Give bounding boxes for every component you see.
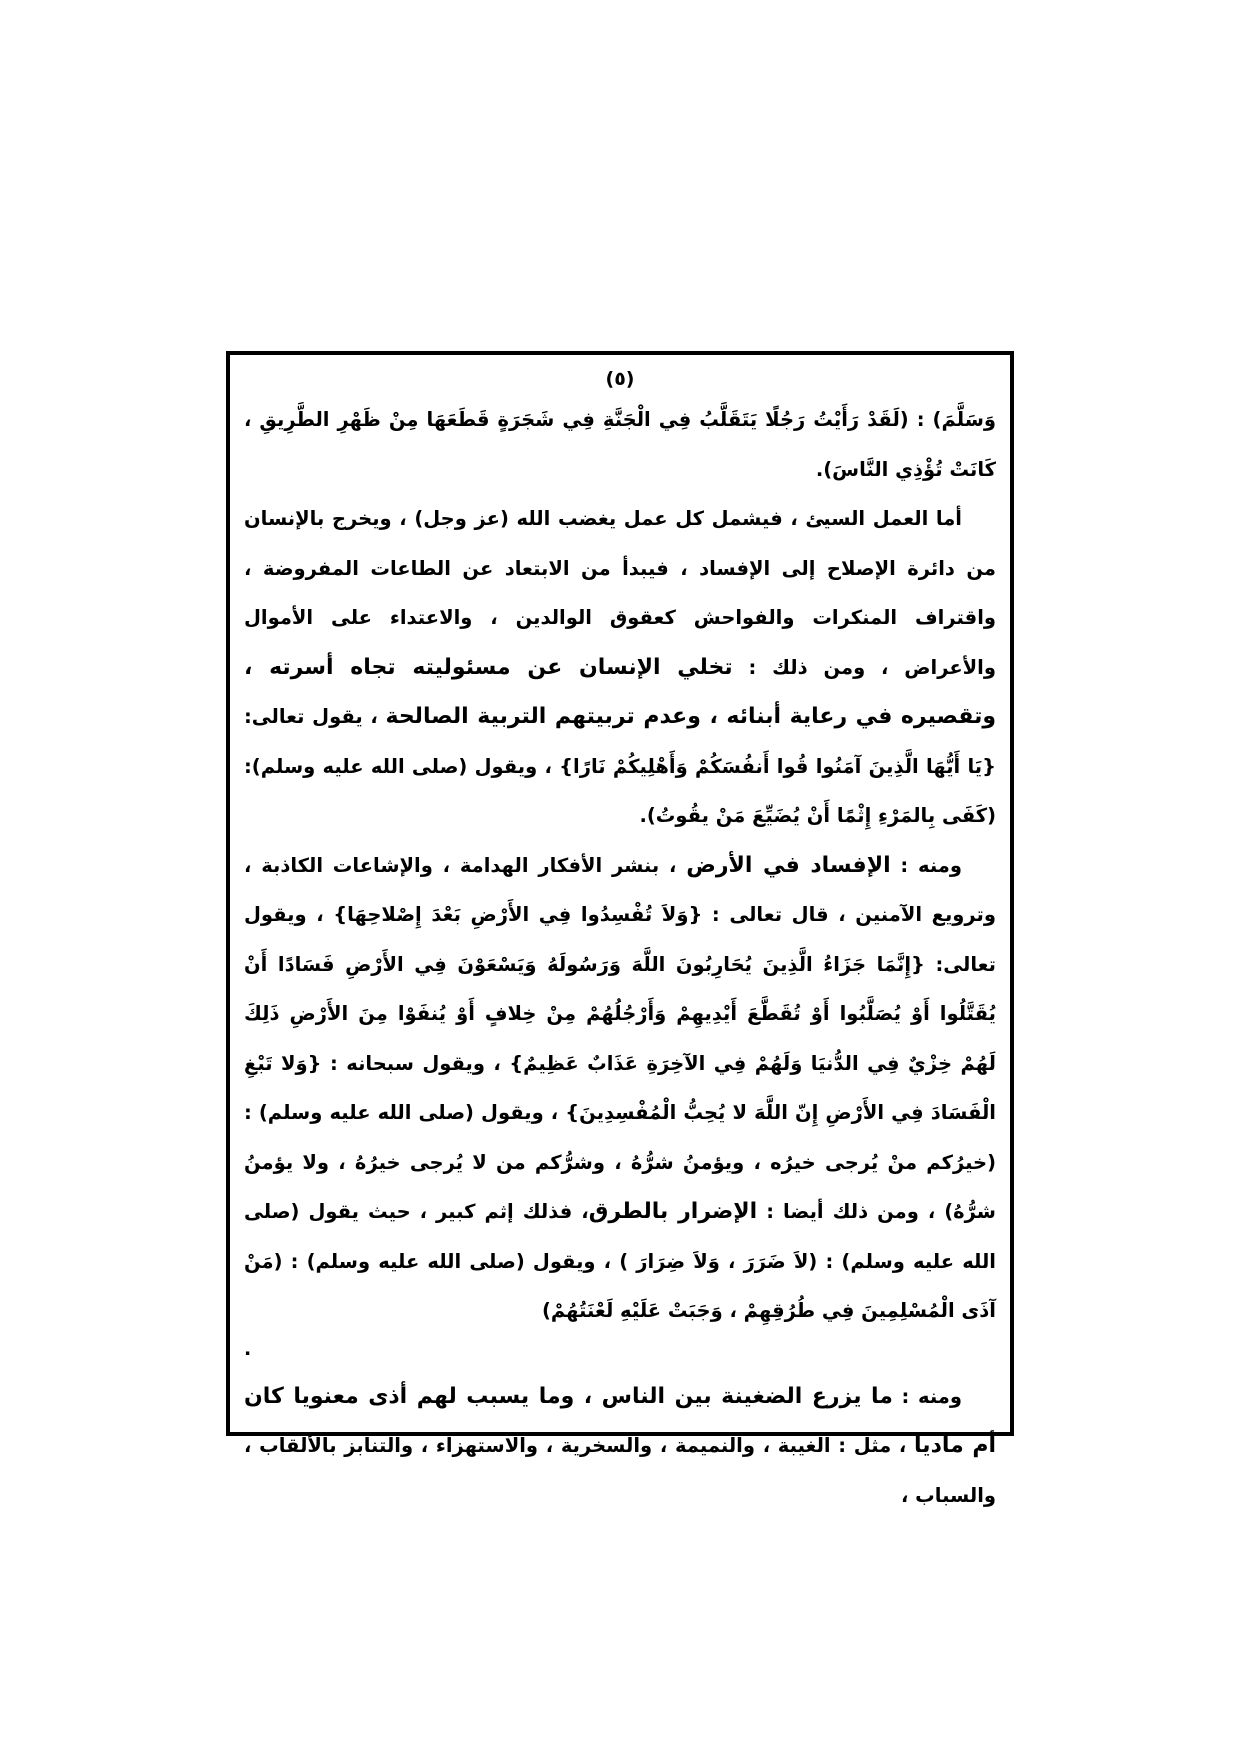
paragraph-text: ، مثل : الغيبة ، والنميمة ، والسخرية ، والاستهزاء ، والتنابز بالألقاب ، والسباب ،	[244, 1434, 996, 1507]
stray-period: .	[244, 1337, 252, 1360]
page-frame	[226, 351, 1014, 1507]
paragraph-evil-deeds	[244, 494, 996, 841]
bold-phrase: ما يزرع الضغينة بين الناس ، وما يسبب لهم أذى معنويا كان أم ماديا	[244, 1383, 996, 1458]
page-number: (٥)	[605, 368, 635, 390]
paragraph-text: وَسَلَّمَ) : (لَقَدْ رَأَيْتُ رَجُلًا يَتَقَلَّبُ فِي الْجَنَّةِ فِي شَجَرَةٍ قَطَعَهَا مِنْ ظَهْرِ الطَّرِيقِ ، كَانَتْ تُؤْذِي النَّاسَ).	[244, 408, 996, 481]
bold-phrase: تخلي الإنسان عن مسئوليته تجاه أسرته ، وتقصيره في رعاية أبنائه ، وعدم تربيتهم التربية الصالحة	[244, 654, 997, 729]
paragraph-text: ومنه :	[892, 1384, 962, 1408]
paragraph-text: ، فذلك إثم كبير ، حيث يقول (صلى الله عليه وسلم) : (لاَ ضَرَرَ ، وَلاَ ضِرَارَ ) ، ويقول (صلى الله عليه وسلم) : (مَنْ آذَى الْمُسْلِمِينَ فِي طُرُقِهِمْ ، وَجَبَتْ عَلَيْهِ لَعْنَتُهُمْ)	[244, 1200, 996, 1322]
spacer	[244, 1362, 996, 1372]
paragraph-text: ومنه :	[890, 853, 962, 877]
paragraph-text: ، يقول تعالى: {يَا أَيُّهَا الَّذِينَ آمَنُوا قُوا أَنفُسَكُمْ وَأَهْلِيكُمْ نَارًا} ، ويقول (صلى الله عليه وسلم): (كَفَى بِالمَرْءِ إِثْمًا أَنْ يُضَيِّعَ مَنْ يقُوتُ).	[244, 705, 996, 827]
paragraph-hadith-tree	[244, 395, 996, 494]
bold-phrase: الإضرار بالطرق	[588, 1199, 758, 1224]
bold-phrase: الإفساد في الأرض	[686, 852, 891, 878]
paragraph-corruption	[244, 841, 996, 1336]
paragraph-text: ، بنشر الأفكار الهدامة ، والإشاعات الكاذبة ، وترويع الآمنين ، قال تعالى : {وَلاَ تُفْسِدُوا فِي الأَرْضِ بَعْدَ إِصْلاحِهَا} ، ويقول تعالى: {إِنَّمَا جَزَاءُ الَّذِينَ يُحَارِبُونَ اللَّهَ وَرَسُولَهُ وَيَسْعَوْنَ فِي الأَرْضِ فَسَادًا أَنْ يُقَتَّلُوا أَوْ يُصَلَّبُوا أَوْ تُقَطَّعَ أَيْدِيهِمْ وَأَرْجُلُهُمْ مِنْ خِلافٍ أَوْ يُنفَوْا مِنَ الأَرْضِ ذَلِكَ لَهُمْ خِزْيٌ فِي الدُّنيَا وَلَهُمْ فِي الآخِرَةِ عَذَابٌ عَظِيمٌ} ، ويقول سبحانه : {وَلا تَبْغِ الْفَسَادَ فِي الأَرْضِ إِنّ اللَّهَ لا يُحِبُّ الْمُفْسِدِينَ} ، ويقول (صلى الله عليه وسلم) : (خيرُكم منْ يُرجى خيرُه ، ويؤمنُ شرُّهُ ، وشرُّكم من لا يُرجى خيرُهُ ، ولا يؤمنُ شرُّهُ) ، ومن ذلك أيضا :	[244, 853, 996, 1223]
paragraph-text: أما العمل السيئ ، فيشمل كل عمل يغضب الله (عز وجل) ، ويخرج بالإنسان من دائرة الإصلاح إلى الإفساد ، فيبدأ من الابتعاد عن الطاعات المفروضة ، واقتراف المنكرات والفواحش كعقوق الوالدين ، والاعتداء على الأموال والأعراض ، ومن ذلك :	[244, 507, 996, 679]
paragraph-resentment	[244, 1372, 996, 1521]
